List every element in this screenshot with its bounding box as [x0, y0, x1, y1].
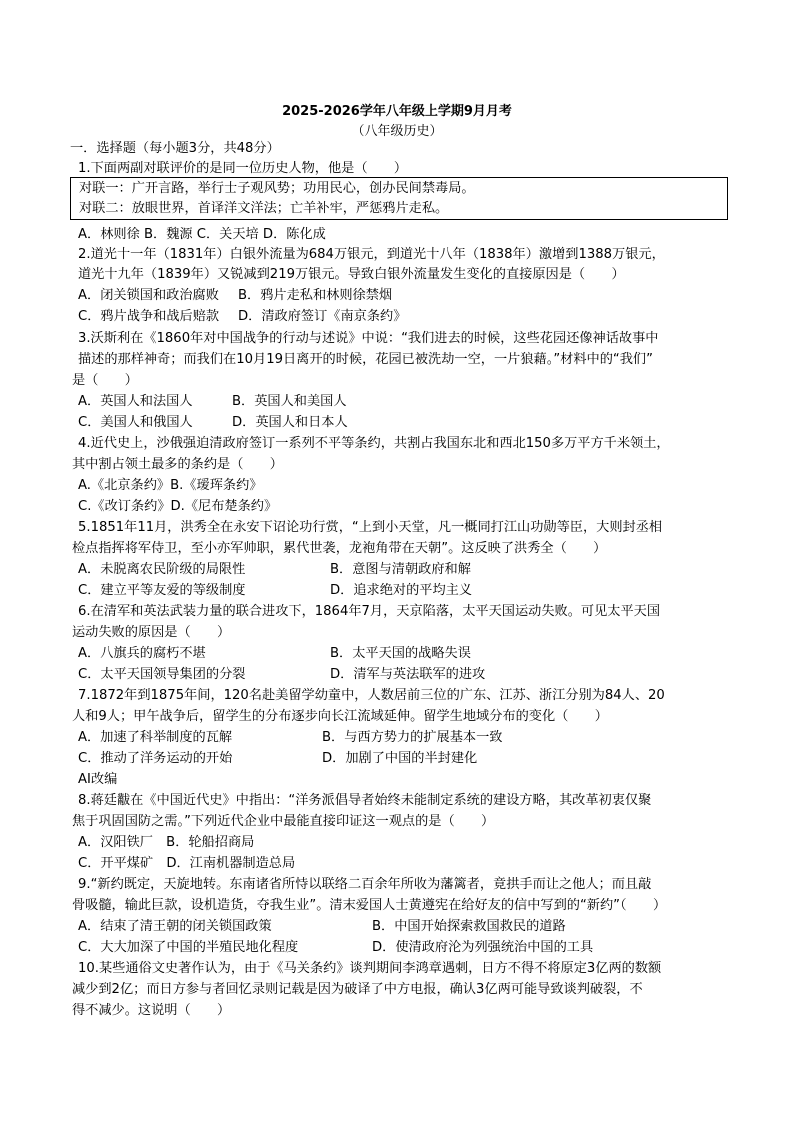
question-8-options-ab: A．汉阳铁厂 B．轮船招商局	[78, 835, 255, 850]
question-5-option-a: A．未脱离农民阶级的局限性	[78, 562, 246, 577]
question-8-line-2: 焦于巩固国防之需。”下列近代企业中最能直接印证这一观点的是（ ）	[72, 814, 495, 829]
question-9-line-2: 骨吸髓，输此巨款，设机造货，夺我生业”。清末爱国人士黄遵宪在给好友的信中写到的“新约”（ ）	[72, 898, 667, 913]
question-7-option-c: C．推动了洋务运动的开始	[78, 751, 233, 766]
question-7-note: AI改编	[78, 772, 118, 787]
question-7-line-2: 人和9人；甲午战争后，留学生的分布逐步向长江流域延伸。留学生地域分布的变化（ ）	[72, 709, 608, 724]
question-3-line-1: 3.沃斯利在《1860年对中国战争的行动与述说》中说：“我们进去的时候，这些花园还像神话故事中	[78, 331, 659, 346]
question-5-line-1: 5.1851年11月，洪秀全在永安下诏论功行赏，“上到小天堂，凡一概同打江山功勋等臣，大则封丞相	[78, 520, 663, 535]
question-4-line-2: 其中割占领土最多的条约是（ ）	[72, 457, 283, 472]
exam-subtitle: （八年级历史）	[351, 124, 443, 139]
question-8-options-cd: C．开平煤矿 D．江南机器制造总局	[78, 856, 296, 871]
question-1-options: A．林则徐 B．魏源 C．关天培 D．陈化成	[78, 227, 326, 242]
question-6-option-a: A．八旗兵的腐朽不堪	[78, 646, 206, 661]
question-7-option-a: A．加速了科举制度的瓦解	[78, 730, 233, 745]
question-4-line-1: 4.近代史上，沙俄强迫清政府签订一系列不平等条约，共割占我国东北和西北150多万平方千米领土，	[78, 436, 670, 451]
question-3-option-a: A．英国人和法国人	[78, 394, 193, 409]
question-10-line-1: 10.某些通俗文史著作认为，由于《马关条约》谈判期间李鸿章遇刺，日方不得不将原定3亿两的数额	[78, 961, 662, 976]
question-2-option-c: C．鸦片战争和战后赔款	[78, 309, 220, 324]
question-9-option-b: B．中国开始探索救国救民的道路	[372, 919, 566, 934]
couplet-box	[70, 177, 728, 220]
question-9-option-c: C．大大加深了中国的半殖民地化程度	[78, 940, 299, 955]
question-4-options-cd: C.《改订条约》D.《尼布楚条约》	[78, 499, 278, 514]
question-6-line-2: 运动失败的原因是（ ）	[72, 625, 231, 640]
question-3-option-c: C．美国人和俄国人	[78, 415, 193, 430]
question-9-option-a: A．结束了清王朝的闭关锁国政策	[78, 919, 272, 934]
couplet-2: 对联二：放眼世界，首译洋文洋法；亡羊补牢，严惩鸦片走私。	[79, 201, 449, 216]
question-3-line-3: 是（ ）	[72, 373, 138, 388]
question-10-line-2: 减少到2亿；而日方参与者回忆录则记载是因为破译了中方电报，确认3亿两可能导致谈判破裂，不	[72, 982, 643, 997]
couplet-1: 对联一：广开言路，举行士子观风势；功用民心，创办民间禁毒局。	[79, 181, 475, 196]
question-1-stem: 1.下面两副对联评价的是同一位历史人物，他是（ ）	[78, 161, 408, 176]
question-5-line-2: 检点指挥将军侍卫，至小亦军帅职，累代世袭，龙袍角带在天朝”。这反映了洪秀全（ ）	[72, 541, 607, 556]
question-8-line-1: 8.蒋廷黻在《中国近代史》中指出：“洋务派倡导者始终未能制定系统的建设方略，其改革初衷仅聚	[78, 793, 652, 808]
question-6-line-1: 6.在清军和英法武装力量的联合进攻下，1864年7月，天京陷落，太平天国运动失败。可见太平天国	[78, 604, 661, 619]
question-3-option-d: D．英国人和日本人	[232, 415, 348, 430]
question-7-line-1: 7.1872年到1875年间，120名赴美留学幼童中，人数居前三位的广东、江苏、浙江分别为84人、20	[78, 688, 665, 703]
question-6-option-b: B．太平天国的战略失误	[330, 646, 471, 661]
question-2-option-d: D．清政府签订《南京条约》	[238, 309, 407, 324]
question-3-line-2: 描述的那样神奇；而我们在10月19日离开的时候，花园已被洗劫一空，一片狼藉。”材料中的“我们”	[78, 352, 653, 367]
question-5-option-d: D．追求绝对的平均主义	[330, 583, 473, 598]
exam-title: 2025-2026学年八年级上学期9月月考	[282, 104, 512, 119]
question-6-option-d: D．清军与英法联军的进攻	[330, 667, 486, 682]
question-5-option-c: C．建立平等友爱的等级制度	[78, 583, 246, 598]
question-2-option-b: B．鸦片走私和林则徐禁烟	[238, 288, 393, 303]
question-6-option-c: C．太平天国领导集团的分裂	[78, 667, 246, 682]
question-9-option-d: D．使清政府沦为列强统治中国的工具	[372, 940, 594, 955]
question-7-option-d: D．加剧了中国的半封建化	[322, 751, 478, 766]
question-2-line-2: 道光十九年（1839年）又锐减到219万银元。导致白银外流量发生变化的直接原因是（ ）	[78, 267, 625, 282]
question-9-line-1: 9.“新约既定，天旋地转。东南诸省所恃以联络二百余年所收为藩篱者，竟拱手而让之他人；而且敲	[78, 877, 652, 892]
question-7-option-b: B．与西方势力的扩展基本一致	[322, 730, 503, 745]
question-5-option-b: B．意图与清朝政府和解	[330, 562, 471, 577]
question-10-line-3: 得不减少。这说明（ ）	[72, 1003, 231, 1018]
question-3-option-b: B．英国人和美国人	[232, 394, 347, 409]
question-2-line-1: 2.道光十一年（1831年）白银外流量为684万银元，到道光十八年（1838年）激增到1388万银元，	[78, 247, 665, 262]
section-heading: 一．选择题（每小题3分，共48分）	[70, 141, 280, 156]
question-2-option-a: A．闭关锁国和政治腐败	[78, 288, 219, 303]
question-4-options-ab: A.《北京条约》B.《瑷珲条约》	[78, 478, 263, 493]
